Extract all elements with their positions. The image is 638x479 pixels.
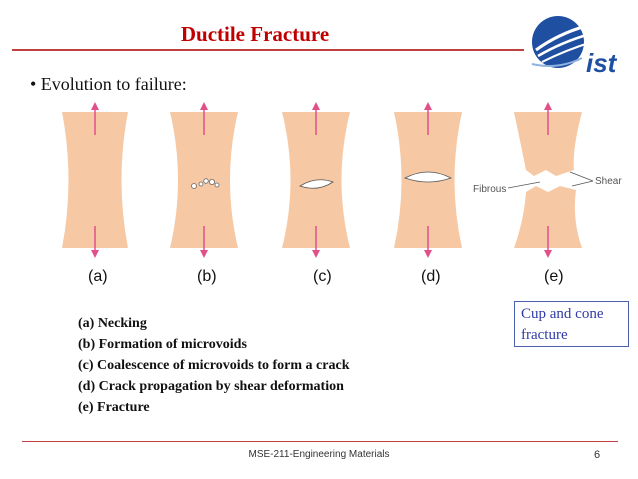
page-number: 6 <box>594 449 601 461</box>
step-item: (d) Crack propagation by shear deformation <box>78 379 344 394</box>
cup-cone-note <box>514 301 629 347</box>
stage-description-list <box>78 313 349 418</box>
stage-label-a: (a) <box>88 268 108 285</box>
bullet-evolution: • Evolution to failure: <box>30 74 187 94</box>
step-item: (c) Coalescence of microvoids to form a crack <box>78 358 350 373</box>
footer-divider <box>22 441 618 442</box>
fibrous-label: Fibrous <box>473 184 507 195</box>
stage-label-d: (d) <box>421 268 441 285</box>
step-item: (a) Necking <box>78 316 147 331</box>
specimen-e <box>473 102 622 258</box>
specimen-a <box>62 102 128 258</box>
slide-title: Ductile Fracture <box>180 22 330 46</box>
step-item: (b) Formation of microvoids <box>78 337 247 352</box>
stage-label-b: (b) <box>197 268 217 285</box>
specimen-b <box>170 102 238 258</box>
note-line-2: fracture <box>521 327 568 343</box>
svg-text:ist: ist <box>586 48 617 78</box>
shear-label: Shear <box>595 176 622 187</box>
stage-label-e: (e) <box>544 268 564 285</box>
step-item: (e) Fracture <box>78 400 150 415</box>
specimen-c <box>282 102 350 258</box>
stage-label-c: (c) <box>313 268 332 285</box>
footer-course: MSE-211-Engineering Materials <box>248 449 390 460</box>
specimen-d <box>394 102 462 258</box>
note-line-1: Cup and cone <box>521 306 604 322</box>
